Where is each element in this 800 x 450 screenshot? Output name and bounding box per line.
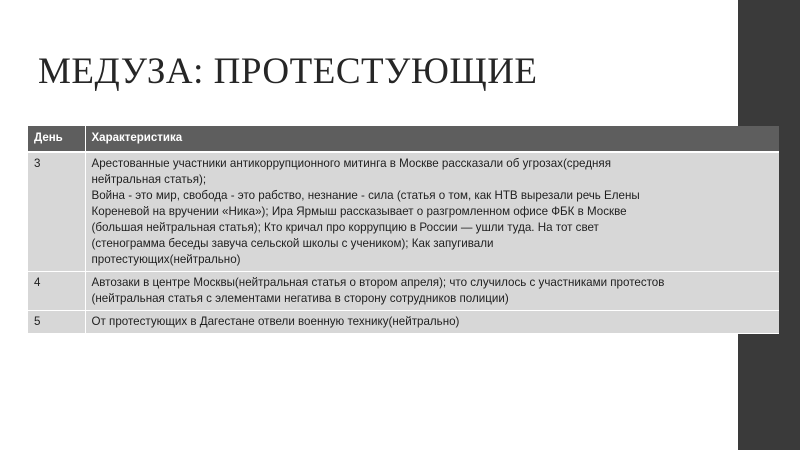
content-table bbox=[28, 126, 779, 334]
cell-day: 3 bbox=[28, 152, 85, 272]
text-line: нейтральная статья); bbox=[91, 173, 207, 186]
cell-characteristic bbox=[85, 272, 779, 311]
table-row bbox=[28, 152, 779, 272]
table-row bbox=[28, 311, 779, 334]
cell-day: 5 bbox=[28, 311, 85, 334]
table-row bbox=[28, 272, 779, 311]
text-line: протестующих(нейтрально) bbox=[91, 253, 241, 266]
table-header-row bbox=[28, 126, 779, 152]
text-line: Арестованные участники антикоррупционного митинга в Москве рассказали об угрозах(средняя bbox=[91, 157, 611, 170]
text-line: Кореневой на вручении «Ника»); Ира Ярмыш рассказывает о разгромленном офисе ФБК в Москве bbox=[91, 205, 627, 218]
text-line: Автозаки в центре Москвы(нейтральная статья о втором апреля); что случилось с участниками протестов bbox=[91, 276, 665, 289]
slide-title: МЕДУЗА: ПРОТЕСТУЮЩИЕ bbox=[38, 51, 538, 92]
text-line: (большая нейтральная статья); Кто кричал про коррупцию в России — ушли туда. На тот свет bbox=[91, 221, 599, 234]
cell-characteristic bbox=[85, 311, 779, 334]
cell-day: 4 bbox=[28, 272, 85, 311]
text-line: (нейтральная статья с элементами негатива в сторону сотрудников полиции) bbox=[91, 292, 509, 305]
header-day: День bbox=[28, 126, 85, 152]
content-table-container bbox=[28, 126, 779, 334]
cell-characteristic bbox=[85, 152, 779, 272]
header-characteristic: Характеристика bbox=[85, 126, 779, 152]
text-line: (стенограмма беседы завуча сельской школы с учеником); Как запугивали bbox=[91, 237, 494, 250]
text-line: От протестующих в Дагестане отвели военную технику(нейтрально) bbox=[91, 315, 460, 328]
text-line: Война - это мир, свобода - это рабство, незнание - сила (статья о том, как НТВ вырезали речь Елены bbox=[91, 189, 640, 202]
